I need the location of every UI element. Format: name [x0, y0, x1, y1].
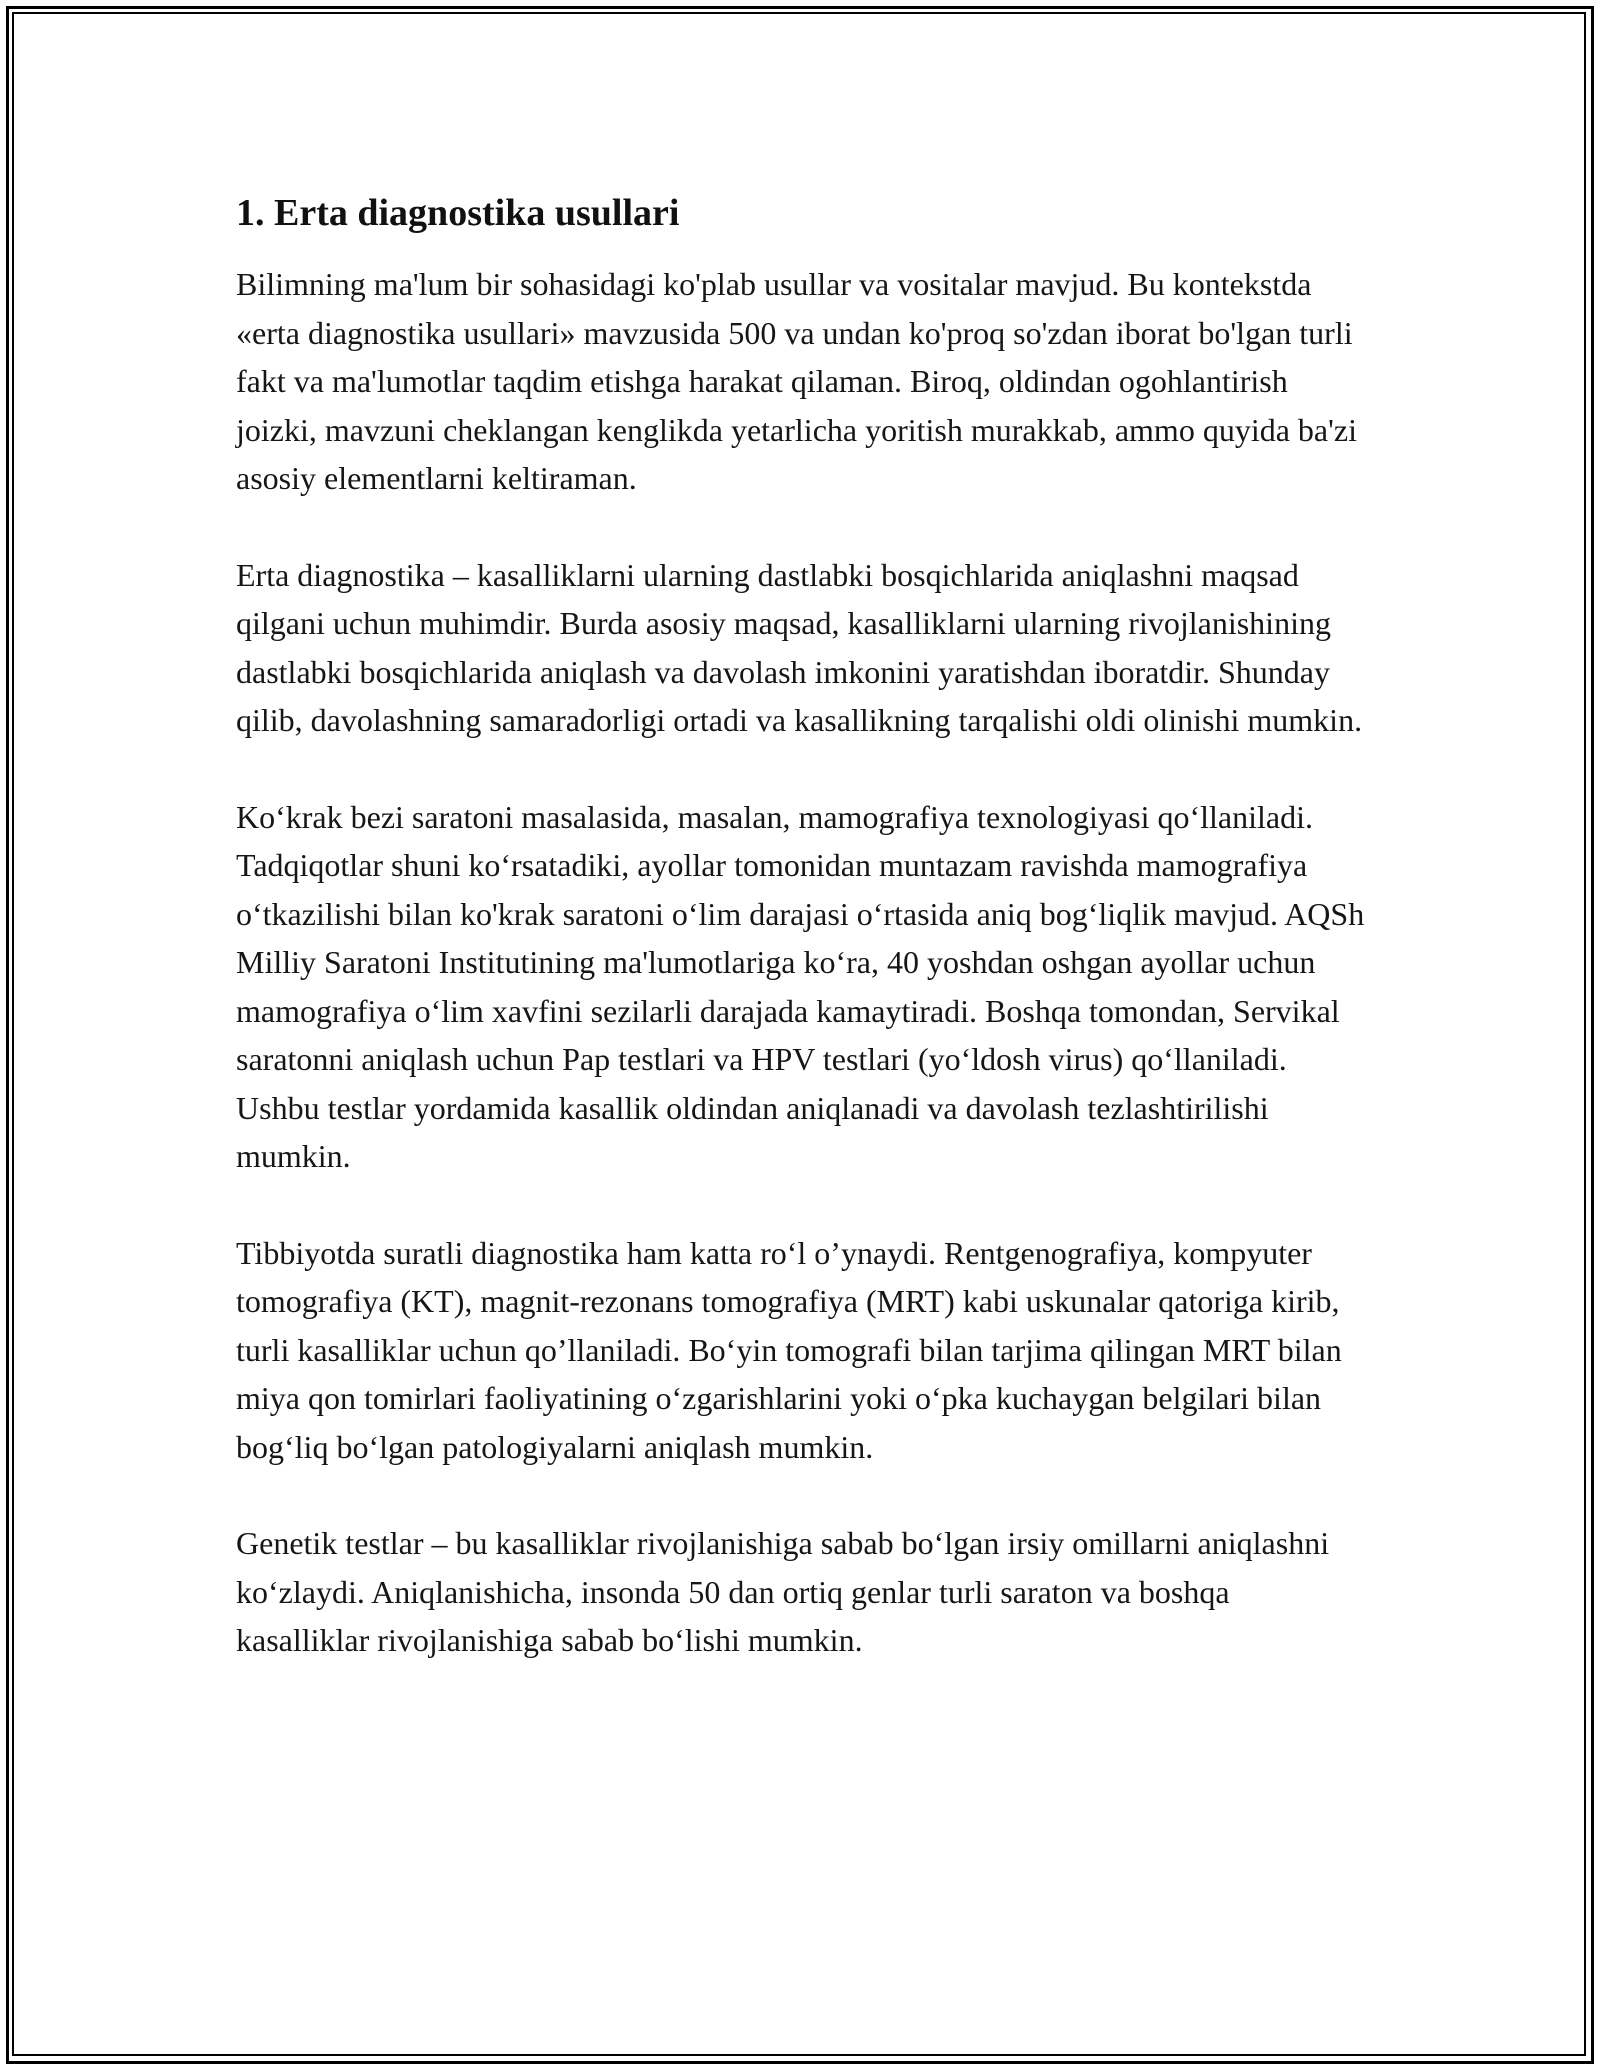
paragraph-early-diagnostics: Erta diagnostika – kasalliklarni ularning dastlabki bosqichlarida aniqlashni maqsad qilgani uchun muhimdir. Burda asosiy maqsad, kasalliklarni ularning rivojlanishining dastlabki bosqichlarida aniqlash va davolash imkonini yaratishdan iboratdir. Shunday qilib, davolashning samaradorligi ortadi va kasallikning tarqalishi oldi olinishi mumkin. [236, 556, 1363, 738]
paragraph-intro: Bilimning ma'lum bir sohasidagi ko'plab usullar va vositalar mavjud. Bu kontekstda «erta diagnostika usullari» mavzusida 500 va undan ko'proq so'zdan iborat bo'lgan turli fakt va ma'lumotlar taqdim etishga harakat qilaman. Biroq, oldindan ogohlantirish joizki, mavzuni cheklangan kenglikda yetarlicha yoritish murakkab, ammo quyida ba'zi asosiy elementlarni keltiraman. [236, 266, 1357, 496]
section-heading: 1. Erta diagnostika usullari [236, 192, 680, 234]
document-body [236, 188, 1366, 1713]
paragraph-genetic-tests: Genetik testlar – bu kasalliklar rivojlanishiga sabab bo‘lgan irsiy omillarni aniqlashni ko‘zlaydi. Aniqlanishicha, insonda 50 dan ortiq genlar turli saraton va boshqa kasalliklar rivojlanishiga sabab bo‘lishi mumkin. [236, 1525, 1330, 1658]
paragraph-imaging-diagnostics: Tibbiyotda suratli diagnostika ham katta ro‘l o’ynaydi. Rentgenografiya, kompyuter tomografiya (KT), magnit-rezonans tomografiya (MRT) kabi uskunalar qatoriga kirib, turli kasalliklar uchun qo’llaniladi. Bo‘yin tomografi bilan tarjima qilingan MRT bilan miya qon tomirlari faoliyatining o‘zgarishlarini yoki o‘pka kuchaygan belgilari bilan bog‘liq bo‘lgan patologiyalarni aniqlash mumkin. [236, 1234, 1342, 1465]
paragraph-breast-cancer-screening: Ko‘krak bezi saratoni masalasida, masalan, mamografiya texnologiyasi qo‘llaniladi. Tadqiqotlar shuni ko‘rsatadiki, ayollar tomonidan muntazam ravishda mamografiya o‘tkazilishi bilan ko'krak saratoni o‘lim darajasi o‘rtasida aniq bog‘liqlik mavjud. AQSh Milliy Saratoni Institutining ma'lumotlariga ko‘ra, 40 yoshdan oshgan ayollar uchun mamografiya o‘lim xavfini sezilarli darajada kamaytiradi. Boshqa tomondan, Servikal saratonni aniqlash uchun Pap testlari va HPV testlari (yo‘ldosh virus) qo‘llaniladi. Ushbu testlar yordamida kasallik oldindan aniqlanadi va davolash tezlashtirilishi mumkin. [236, 798, 1365, 1174]
